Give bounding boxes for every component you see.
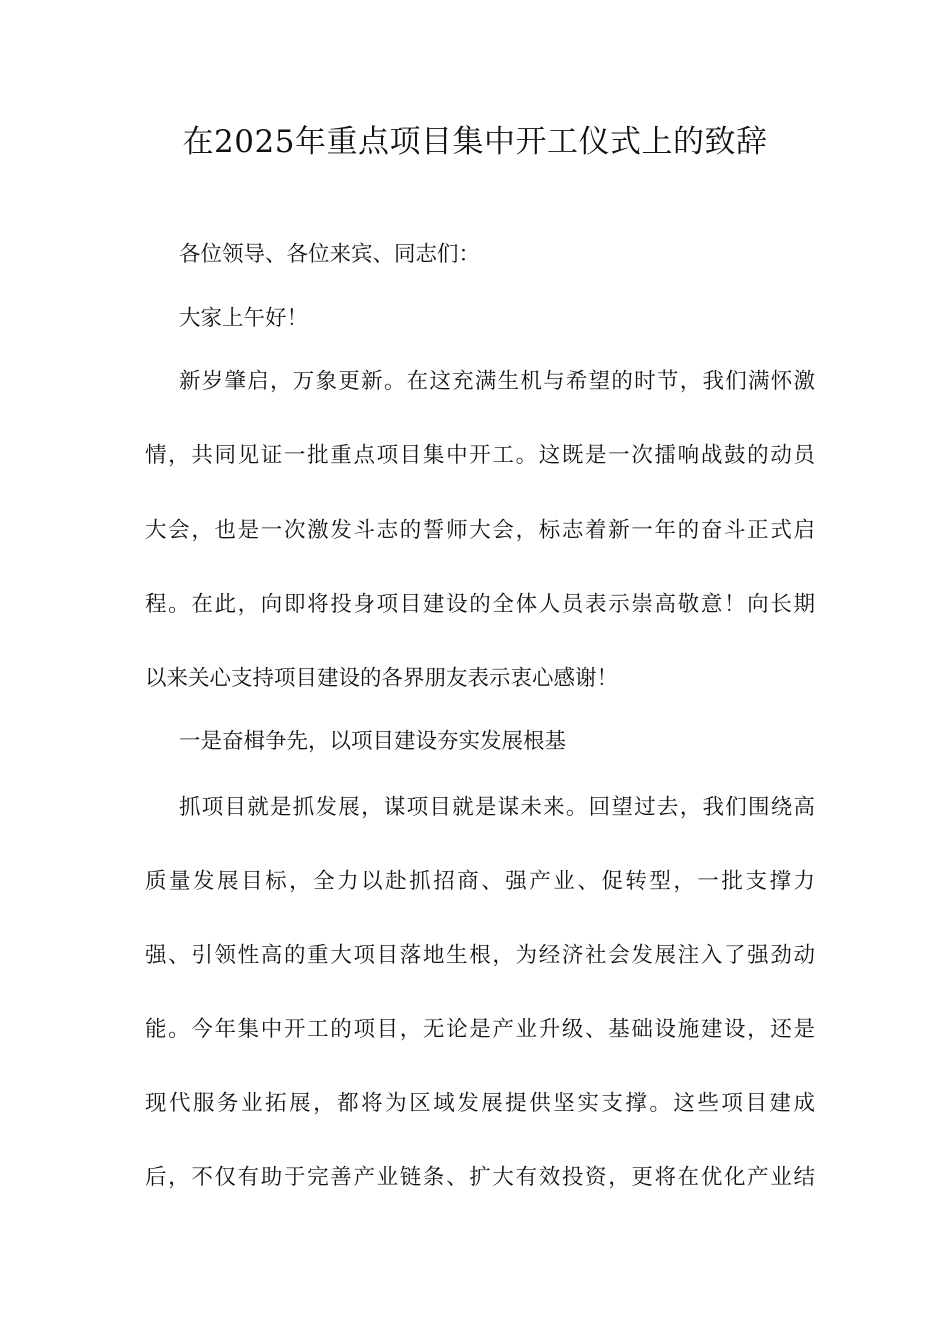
paragraph-line: 现代服务业拓展，都将为区域发展提供坚实支撑。这些项目建成 <box>145 1091 815 1116</box>
paragraph-line: 能。今年集中开工的项目，无论是产业升级、基础设施建设，还是 <box>145 1017 815 1042</box>
paragraph-line: 抓项目就是抓发展，谋项目就是谋未来。回望过去，我们围绕高 <box>179 795 815 820</box>
paragraph-line: 质量发展目标，全力以赴抓招商、强产业、促转型，一批支撑力 <box>145 869 815 894</box>
section-heading: 一是奋楫争先，以项目建设夯实发展根基 <box>179 729 567 754</box>
greeting: 大家上午好！ <box>179 306 309 331</box>
paragraph-line: 以来关心支持项目建设的各界朋友表示衷心感谢！ <box>145 666 619 691</box>
paragraph-line: 情，共同见证一批重点项目集中开工。这既是一次擂响战鼓的动员 <box>145 443 815 468</box>
document-title: 在2025年重点项目集中开工仪式上的致辞 <box>182 124 768 160</box>
paragraph-line: 后，不仅有助于完善产业链条、扩大有效投资，更将在优化产业结 <box>145 1165 815 1190</box>
salutation: 各位领导、各位来宾、同志们： <box>179 242 481 267</box>
paragraph-line: 新岁肇启，万象更新。在这充满生机与希望的时节，我们满怀激 <box>179 369 815 394</box>
paragraph-line: 程。在此，向即将投身项目建设的全体人员表示崇高敬意！向长期 <box>145 592 815 617</box>
paragraph-line: 大会，也是一次激发斗志的誓师大会，标志着新一年的奋斗正式启 <box>145 518 815 543</box>
paragraph-line: 强、引领性高的重大项目落地生根，为经济社会发展注入了强劲动 <box>145 943 815 968</box>
